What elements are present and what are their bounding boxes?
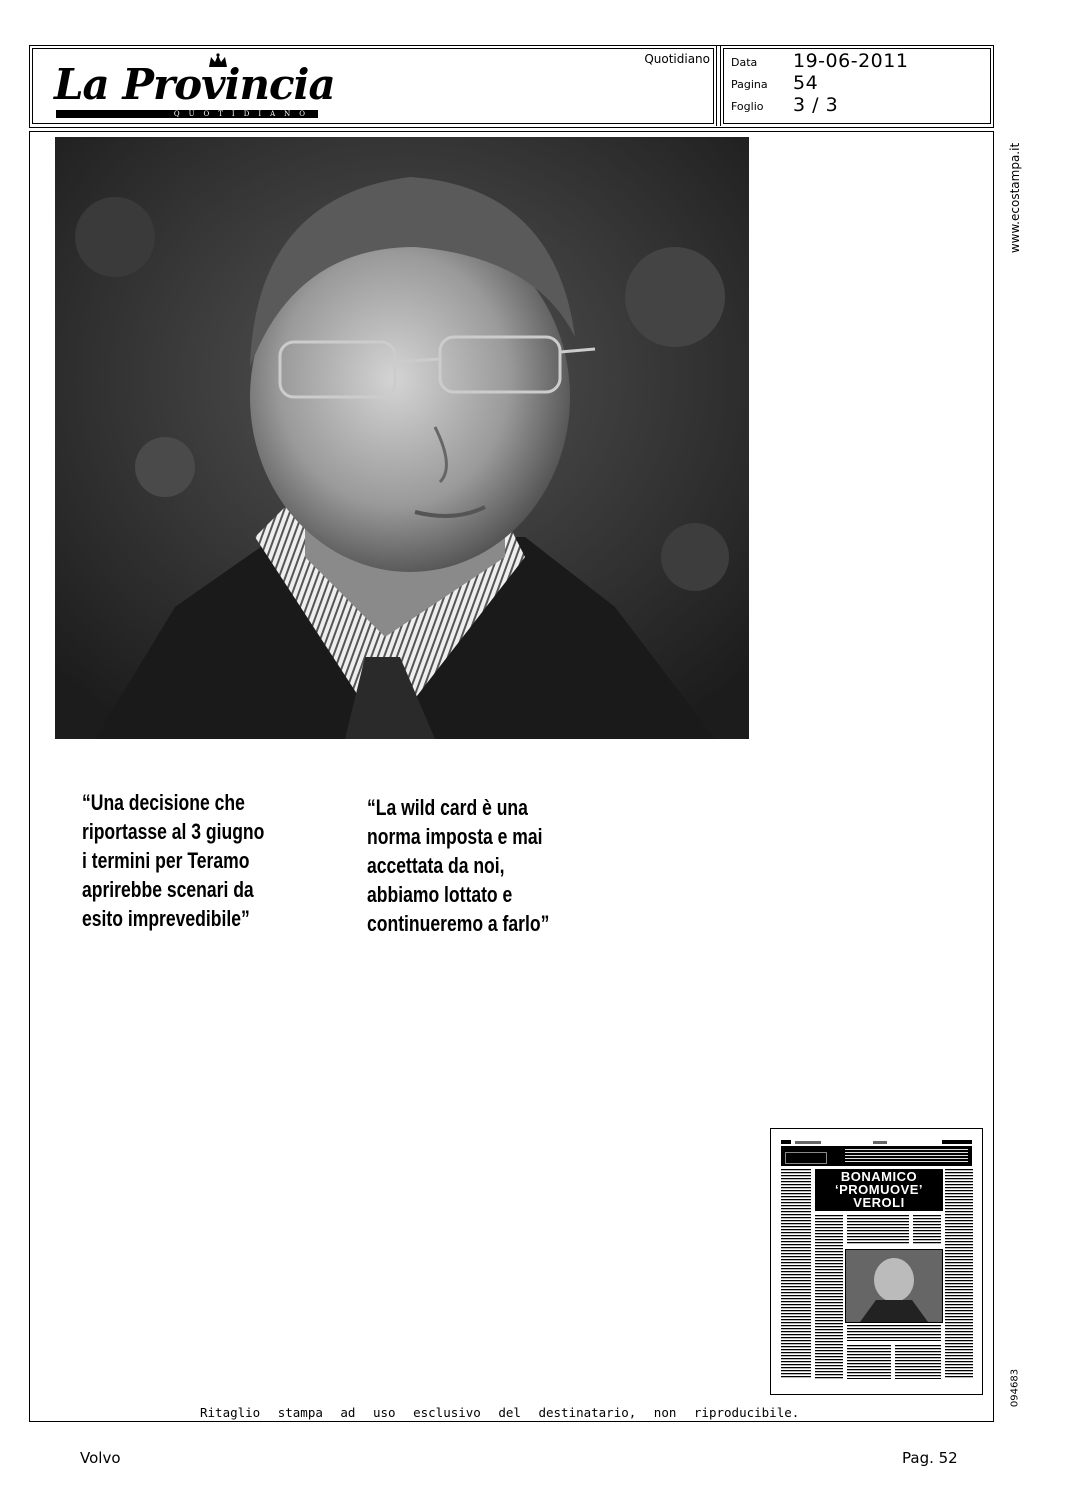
side-url: [1007, 142, 1023, 254]
meta-row-foglio: [731, 94, 981, 116]
quote-line: abbiamo lottato e: [367, 882, 513, 907]
masthead: [30, 46, 717, 126]
meta-value: 54: [793, 72, 819, 94]
thumbnail-column: [895, 1345, 941, 1379]
pull-quote-right: [367, 793, 601, 938]
side-code: [1007, 1368, 1023, 1408]
thumbnail-column: [847, 1345, 891, 1379]
reproduction-notice: Ritaglio stampa ad uso esclusivo del destinatario, non riproducibile.: [200, 1405, 800, 1420]
portrait-photo: [55, 137, 749, 739]
thumbnail-headline-line: VEROLI: [853, 1195, 905, 1210]
meta-row-data: [731, 50, 981, 72]
thumbnail-band: [781, 1146, 972, 1166]
periodicity-label: Quotidiano: [644, 52, 710, 66]
side-code-text: 094683: [1009, 1368, 1021, 1408]
side-url-text: www.ecostampa.it: [1008, 142, 1022, 254]
quote-line: riportasse al 3 giugno: [82, 819, 265, 844]
meta-label: Foglio: [731, 100, 764, 113]
thumbnail-photo: [845, 1249, 943, 1323]
page-number: Pag. 52: [902, 1449, 958, 1467]
meta-box: [720, 46, 993, 126]
quote-line: i termini per Teramo: [82, 848, 250, 873]
quote-line: aprirebbe scenari da: [82, 877, 254, 902]
quote-line: continueremo a farlo”: [367, 911, 550, 936]
thumbnail-column: [781, 1169, 811, 1379]
meta-value: 3 / 3: [793, 94, 839, 116]
portrait-image: [55, 137, 749, 739]
meta-label: Data: [731, 56, 758, 69]
thumbnail-column: [815, 1215, 843, 1379]
thumbnail-column: [913, 1215, 941, 1245]
thumbnail-column: [847, 1325, 941, 1341]
pull-quote-left: [82, 788, 316, 933]
thumbnail-headline: [815, 1169, 943, 1211]
quote-line: norma imposta e mai: [367, 824, 543, 849]
meta-row-pagina: [731, 72, 981, 94]
quote-line: “Una decisione che: [82, 790, 245, 815]
client-name: Volvo: [80, 1449, 121, 1467]
quote-line: “La wild card è una: [367, 795, 528, 820]
newspaper-logo-subtitle: QUOTIDIANO: [56, 110, 318, 118]
thumbnail-column: [945, 1169, 973, 1379]
thumbnail-headline-line: BONAMICO: [840, 1169, 918, 1184]
header-frame: [29, 45, 994, 128]
page-thumbnail: [770, 1128, 983, 1395]
newspaper-logo: La Provincia: [54, 60, 335, 109]
quote-line: accettata da noi,: [367, 853, 505, 878]
thumbnail-headline-line: ‘PROMUOVE’: [834, 1182, 924, 1197]
meta-label: Pagina: [731, 78, 768, 91]
thumbnail-column: [847, 1215, 909, 1245]
meta-value: 19-06-2011: [793, 50, 909, 72]
quote-line: esito imprevedibile”: [82, 906, 250, 931]
